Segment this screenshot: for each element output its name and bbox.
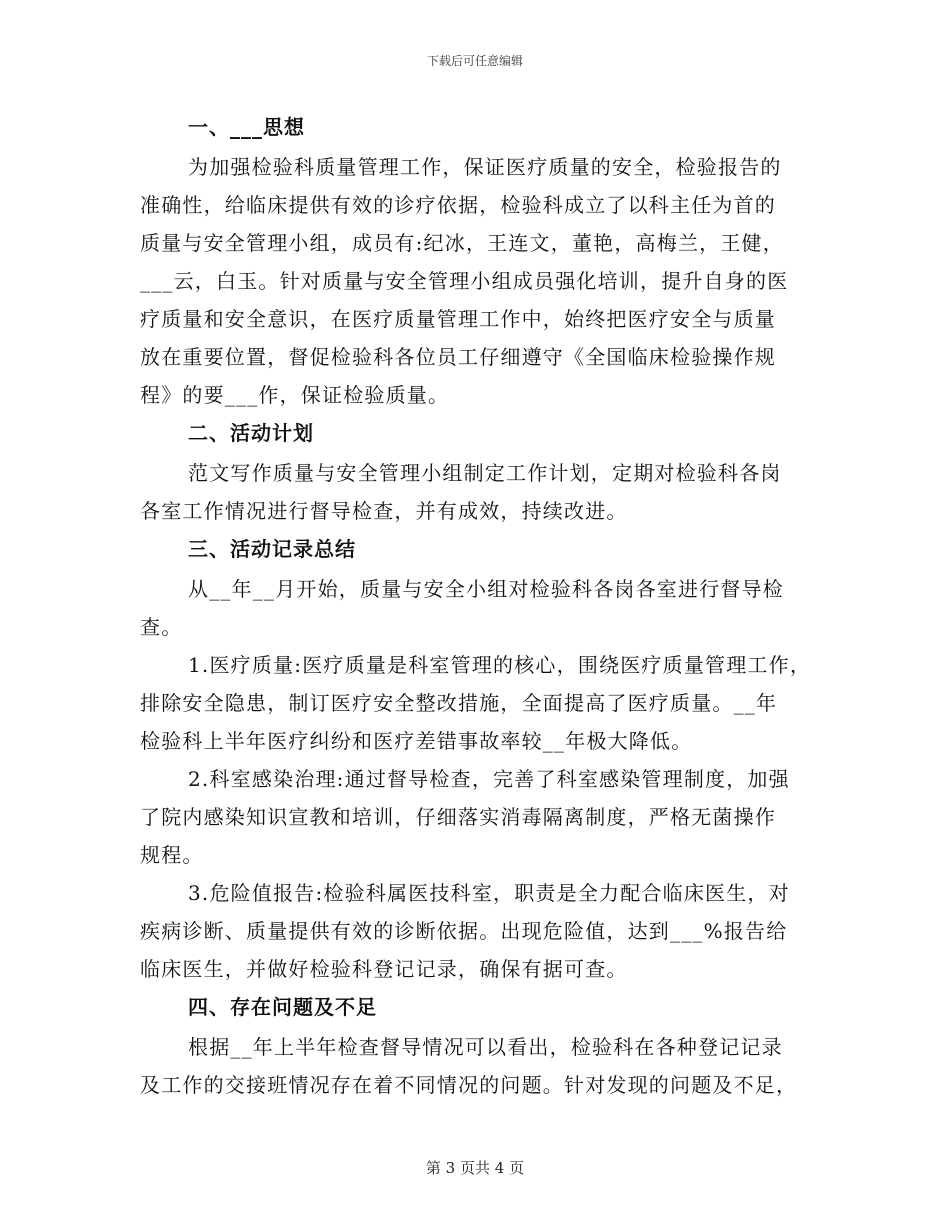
- text-line: 质量与安全管理小组，成员有:纪冰，王连文，董艳，高梅兰，王健，: [140, 231, 784, 255]
- page-header: 下载后可任意编辑: [426, 54, 523, 68]
- text-line: ___云，白玉。针对质量与安全管理小组成员强化培训，提升自身的医: [140, 269, 789, 293]
- text-line: 规程。: [140, 843, 204, 867]
- section-heading: 四、存在问题及不足: [188, 995, 377, 1019]
- paragraph: [140, 764, 822, 870]
- paragraph: [140, 574, 822, 642]
- text-line: 3.危险值报告:检验科属医技科室，职责是全力配合临床医生，对: [188, 881, 790, 905]
- section-heading: 二、活动计划: [188, 421, 314, 445]
- text-line: 疗质量和安全意识，在医疗质量管理工作中，始终把医疗安全与质量: [140, 307, 776, 331]
- text-line: 1.医疗质量:医疗质量是科室管理的核心，围绕医疗质量管理工作，: [188, 653, 812, 677]
- text-line: 临床医生，并做好检验科登记记录，确保有据可查。: [140, 957, 628, 981]
- page-footer: 第 3 页共 4 页: [425, 1159, 525, 1177]
- section-heading: 一、___思想: [188, 115, 305, 139]
- paragraph: [140, 458, 822, 526]
- text-line: 为加强检验科质量管理工作，保证医疗质量的安全，检验报告的: [188, 155, 782, 179]
- paragraph: [140, 152, 822, 410]
- text-line: 准确性，给临床提供有效的诊疗依据，检验科成立了以科主任为首的: [140, 193, 776, 217]
- text-line: 各室工作情况进行督导检查，并有成效，持续改进。: [140, 499, 628, 523]
- text-line: 查。: [140, 615, 183, 639]
- text-line: 程》的要___作，保证检验质量。: [140, 383, 450, 407]
- text-line: 疾病诊断、质量提供有效的诊断依据。出现危险值，达到___%报告给: [140, 919, 788, 943]
- paragraph: [140, 878, 822, 984]
- text-line: 根据__年上半年检查督导情况可以看出，检验科在各种登记记录: [188, 1035, 783, 1059]
- document-body: [140, 112, 822, 1108]
- section-heading: 三、活动记录总结: [188, 537, 356, 561]
- text-line: 放在重要位置，督促检验科各位员工仔细遵守《全国临床检验操作规: [140, 345, 776, 369]
- text-line: 2.科室感染治理:通过督导检查，完善了科室感染管理制度，加强: [188, 767, 790, 791]
- text-line: 检验科上半年医疗纠纷和医疗差错事故率较__年极大降低。: [140, 729, 693, 753]
- text-line: 了院内感染知识宣教和培训，仔细落实消毒隔离制度，严格无菌操作: [140, 805, 776, 829]
- paragraph: [140, 1032, 822, 1100]
- paragraph: [140, 650, 822, 756]
- text-line: 范文写作质量与安全管理小组制定工作计划，定期对检验科各岗: [188, 461, 782, 485]
- text-line: 排除安全隐患，制订医疗安全整改措施，全面提高了医疗质量。__年: [140, 691, 778, 715]
- text-line: 及工作的交接班情况存在着不同情况的问题。针对发现的问题及不足，: [140, 1073, 798, 1097]
- text-line: 从__年__月开始，质量与安全小组对检验科各岗各室进行督导检: [188, 577, 784, 601]
